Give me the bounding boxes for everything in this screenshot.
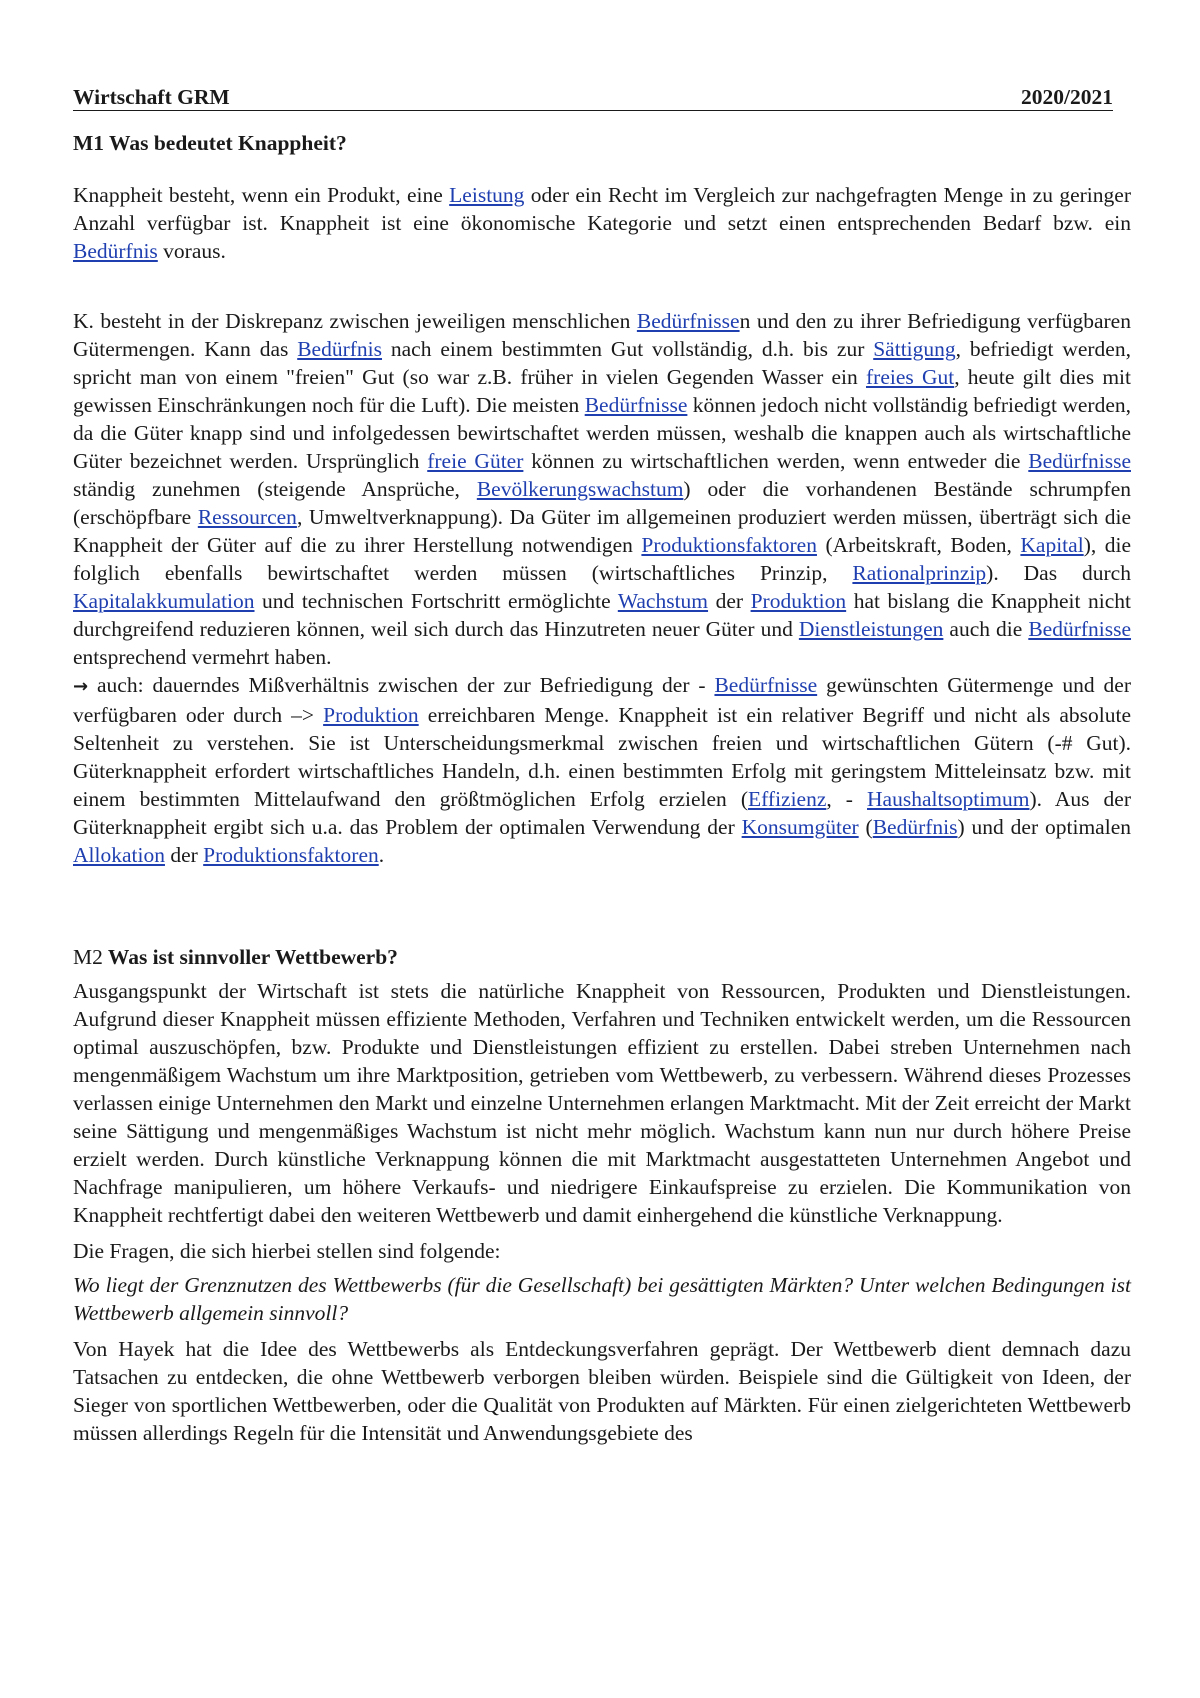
glossary-link[interactable]: Bedürfnisse [714, 673, 818, 697]
m2-question-2: Unter welchen Bedingungen ist Wettbewerb allgemein sinnvoll? [73, 1273, 1131, 1325]
glossary-link[interactable]: Effizienz [748, 787, 827, 811]
glossary-link[interactable]: Produktionsfaktoren [641, 533, 817, 557]
glossary-link[interactable]: Produktion [323, 703, 419, 727]
m1-paragraph-3 [73, 671, 1131, 869]
glossary-link[interactable]: Haushaltsoptimum [867, 787, 1030, 811]
glossary-link[interactable]: Allokation [73, 843, 165, 867]
glossary-link[interactable]: Bedürfnis [297, 337, 383, 361]
m2-paragraph-1: Ausgangspunkt der Wirtschaft ist stets die natürliche Knappheit von Ressourcen, Produkten und Dienstleistungen. Aufgrund dieser Knappheit müssen effiziente Methoden, Verfahren und Techniken entwickelt werden, um die Ressourcen optimal auszuschöpfen, bzw. Produkte und Dienstleistungen effizient zu erstellen. Dabei streben Unternehmen nach mengenmäßigem Wachstum um ihre Marktposition, getrieben vom Wettbewerb, zu verbessern. Während dieses Prozesses verlassen einige Unternehmen den Markt und einzelne Unternehmen erlangen Marktmacht. Mit der Zeit erreicht der Markt seine Sättigung und mengenmäßiges Wachstum ist nicht mehr möglich. Wachstum kann nun nur durch höhere Preise erzielt werden. Durch künstliche Verknappung können die mit Marktmacht ausgestatteten Unternehmen Angebot und Nachfrage manipulieren, um höhere Verkaufs- und niedrigere Einkaufspreise zu erzielen. Die Kommunikation von Knappheit rechtfertigt dabei den weiteren Wettbewerb und damit einhergehend die künstliche Verknappung. [73, 979, 1131, 1227]
m1-paragraph-2: K. besteht in der Diskrepanz zwischen jeweiligen menschlichen Bedürfnissen und den zu ihrer Befriedigung verfügbaren Gütermengen. Kann das Bedürfnis nach einem bestimmten Gut vollständig, d.h. bis zur Sättigung, befriedigt werden, spricht man von einem "freien" Gut (so war z.B. früher in vielen Gegenden Wasser ein freies Gut, heute gilt dies mit gewissen Einschränkungen noch für die Luft). Die meisten Bedürfnisse können jedoch nicht vollständig befriedigt werden, da die Güter knapp sind und infolgedessen bewirtschaftet werden müssen, weshalb die knappen auch als wirtschaftliche Güter bezeichnet werden. Ursprünglich freie Güter können zu wirtschaftlichen werden, wenn entweder die Bedürfnisse ständig zunehmen (steigende Ansprüche, Bevölkerungswachstum) oder die vorhandenen Bestände schrumpfen (erschöpfbare Ressourcen, Umweltverknappung). Da Güter im allgemeinen produziert werden müssen, überträgt sich die Knappheit der Güter auf die zu ihrer Herstellung notwendigen Produktionsfaktoren (Arbeitskraft, Boden, Kapital), die folglich ebenfalls bewirtschaftet werden müssen (wirtschaftliches Prinzip, Rationalprinzip). Das durch Kapitalakkumulation und technischen Fortschritt ermöglichte Wachstum der Produktion hat bislang die Knappheit nicht durchgreifend reduzieren können, weil sich durch das Hinzutreten neuer Güter und Dienstleistungen auch die Bedürfnisse entsprechend vermehrt haben. [73, 309, 1132, 669]
m2-heading [73, 943, 1131, 971]
m1-paragraph-1: Knappheit besteht, wenn ein Produkt, eine Leistung oder ein Recht im Vergleich zur nachgefragten Menge in zu geringer Anzahl verfügbar ist. Knappheit ist eine ökonomische Kategorie und setzt einen entsprechenden Bedarf bzw. ein Bedürfnis voraus. [73, 183, 1131, 263]
glossary-link[interactable]: Bedürfnis [73, 239, 158, 263]
glossary-link[interactable]: Kapital [1020, 533, 1084, 557]
glossary-link[interactable]: freies Gut [866, 365, 955, 389]
header-subject: Wirtschaft GRM [73, 85, 230, 109]
glossary-link[interactable]: Wachstum [617, 589, 709, 613]
glossary-link[interactable]: Dienstleistungen [798, 617, 944, 641]
glossary-link[interactable]: Konsumgüter [741, 815, 859, 839]
m2-paragraph-3: Von Hayek hat die Idee des Wettbewerbs als Entdeckungsverfahren geprägt. Der Wettbewerb dient demnach dazu Tatsachen zu entdecken, die ohne Wettbewerb verborgen bleiben würden. Beispiele sind die Gültigkeit von Ideen, der Sieger von sportlichen Wettbewerben, oder die Qualität von Produkten auf Märkten. Für einen zielgerichteten Wettbewerb müssen allerdings Regeln für die Intensität und Anwendungsgebiete des [73, 1337, 1131, 1445]
glossary-link[interactable]: Bedürfnisse [1028, 617, 1132, 641]
glossary-link[interactable]: Bedürfnis [872, 815, 958, 839]
m2-questions [73, 1271, 1131, 1327]
glossary-link[interactable]: Bedürfnisse [636, 309, 740, 333]
m2-title: Was ist sinnvoller Wettbewerb? [107, 945, 398, 969]
m2-question-1: Wo liegt der Grenznutzen des Wettbewerbs (für die Gesellschaft) bei gesättigten Märkten? [73, 1273, 854, 1297]
header-year: 2020/2021 [1021, 85, 1113, 109]
m1-heading: M1 Was bedeutet Knappheit? [73, 131, 347, 155]
m2-number: M2 [73, 945, 103, 969]
m1-paragraph-3-text: auch: dauerndes Mißverhältnis zwischen der zur Befriedigung der - Bedürfnisse gewünschten Gütermenge und der verfügbaren oder durch –> Produktion erreichbaren Menge. Knappheit ist ein relativer Begriff und nicht als absolute Seltenheit zu verstehen. Sie ist Unterscheidungsmerkmal zwischen freien und wirtschaftlichen Gütern (-# Gut). Güterknappheit erfordert wirtschaftliches Handeln, d.h. einen bestimmten Erfolg mit geringstem Mitteleinsatz bzw. mit einem bestimmten Mittelaufwand den größtmöglichen Erfolg erzielen (Effizienz, - Haushaltsoptimum). Aus der Güterknappheit ergibt sich u.a. das Problem der optimalen Verwendung der Konsumgüter (Bedürfnis) und der optimalen Allokation der Produktionsfaktoren. [73, 673, 1132, 867]
m2-paragraph-2: Die Fragen, die sich hierbei stellen sind folgende: [73, 1239, 501, 1263]
glossary-link[interactable]: Bedürfnisse [584, 393, 688, 417]
glossary-link[interactable]: freie Güter [427, 449, 524, 473]
page-header [73, 84, 1113, 111]
glossary-link[interactable]: Bedürfnisse [1028, 449, 1131, 473]
glossary-link[interactable]: Rationalprinzip [852, 561, 987, 585]
glossary-link[interactable]: Produktion [750, 589, 847, 613]
glossary-link[interactable]: Produktionsfaktoren [203, 843, 379, 867]
arrow-icon: → [73, 676, 89, 697]
glossary-link[interactable]: Leistung [449, 183, 525, 207]
glossary-link[interactable]: Sättigung [873, 337, 956, 361]
document-page [73, 84, 1131, 1447]
glossary-link[interactable]: Ressourcen [197, 505, 297, 529]
glossary-link[interactable]: Bevölkerungswachstum [476, 477, 684, 501]
glossary-link[interactable]: Kapitalakkumulation [73, 589, 255, 613]
